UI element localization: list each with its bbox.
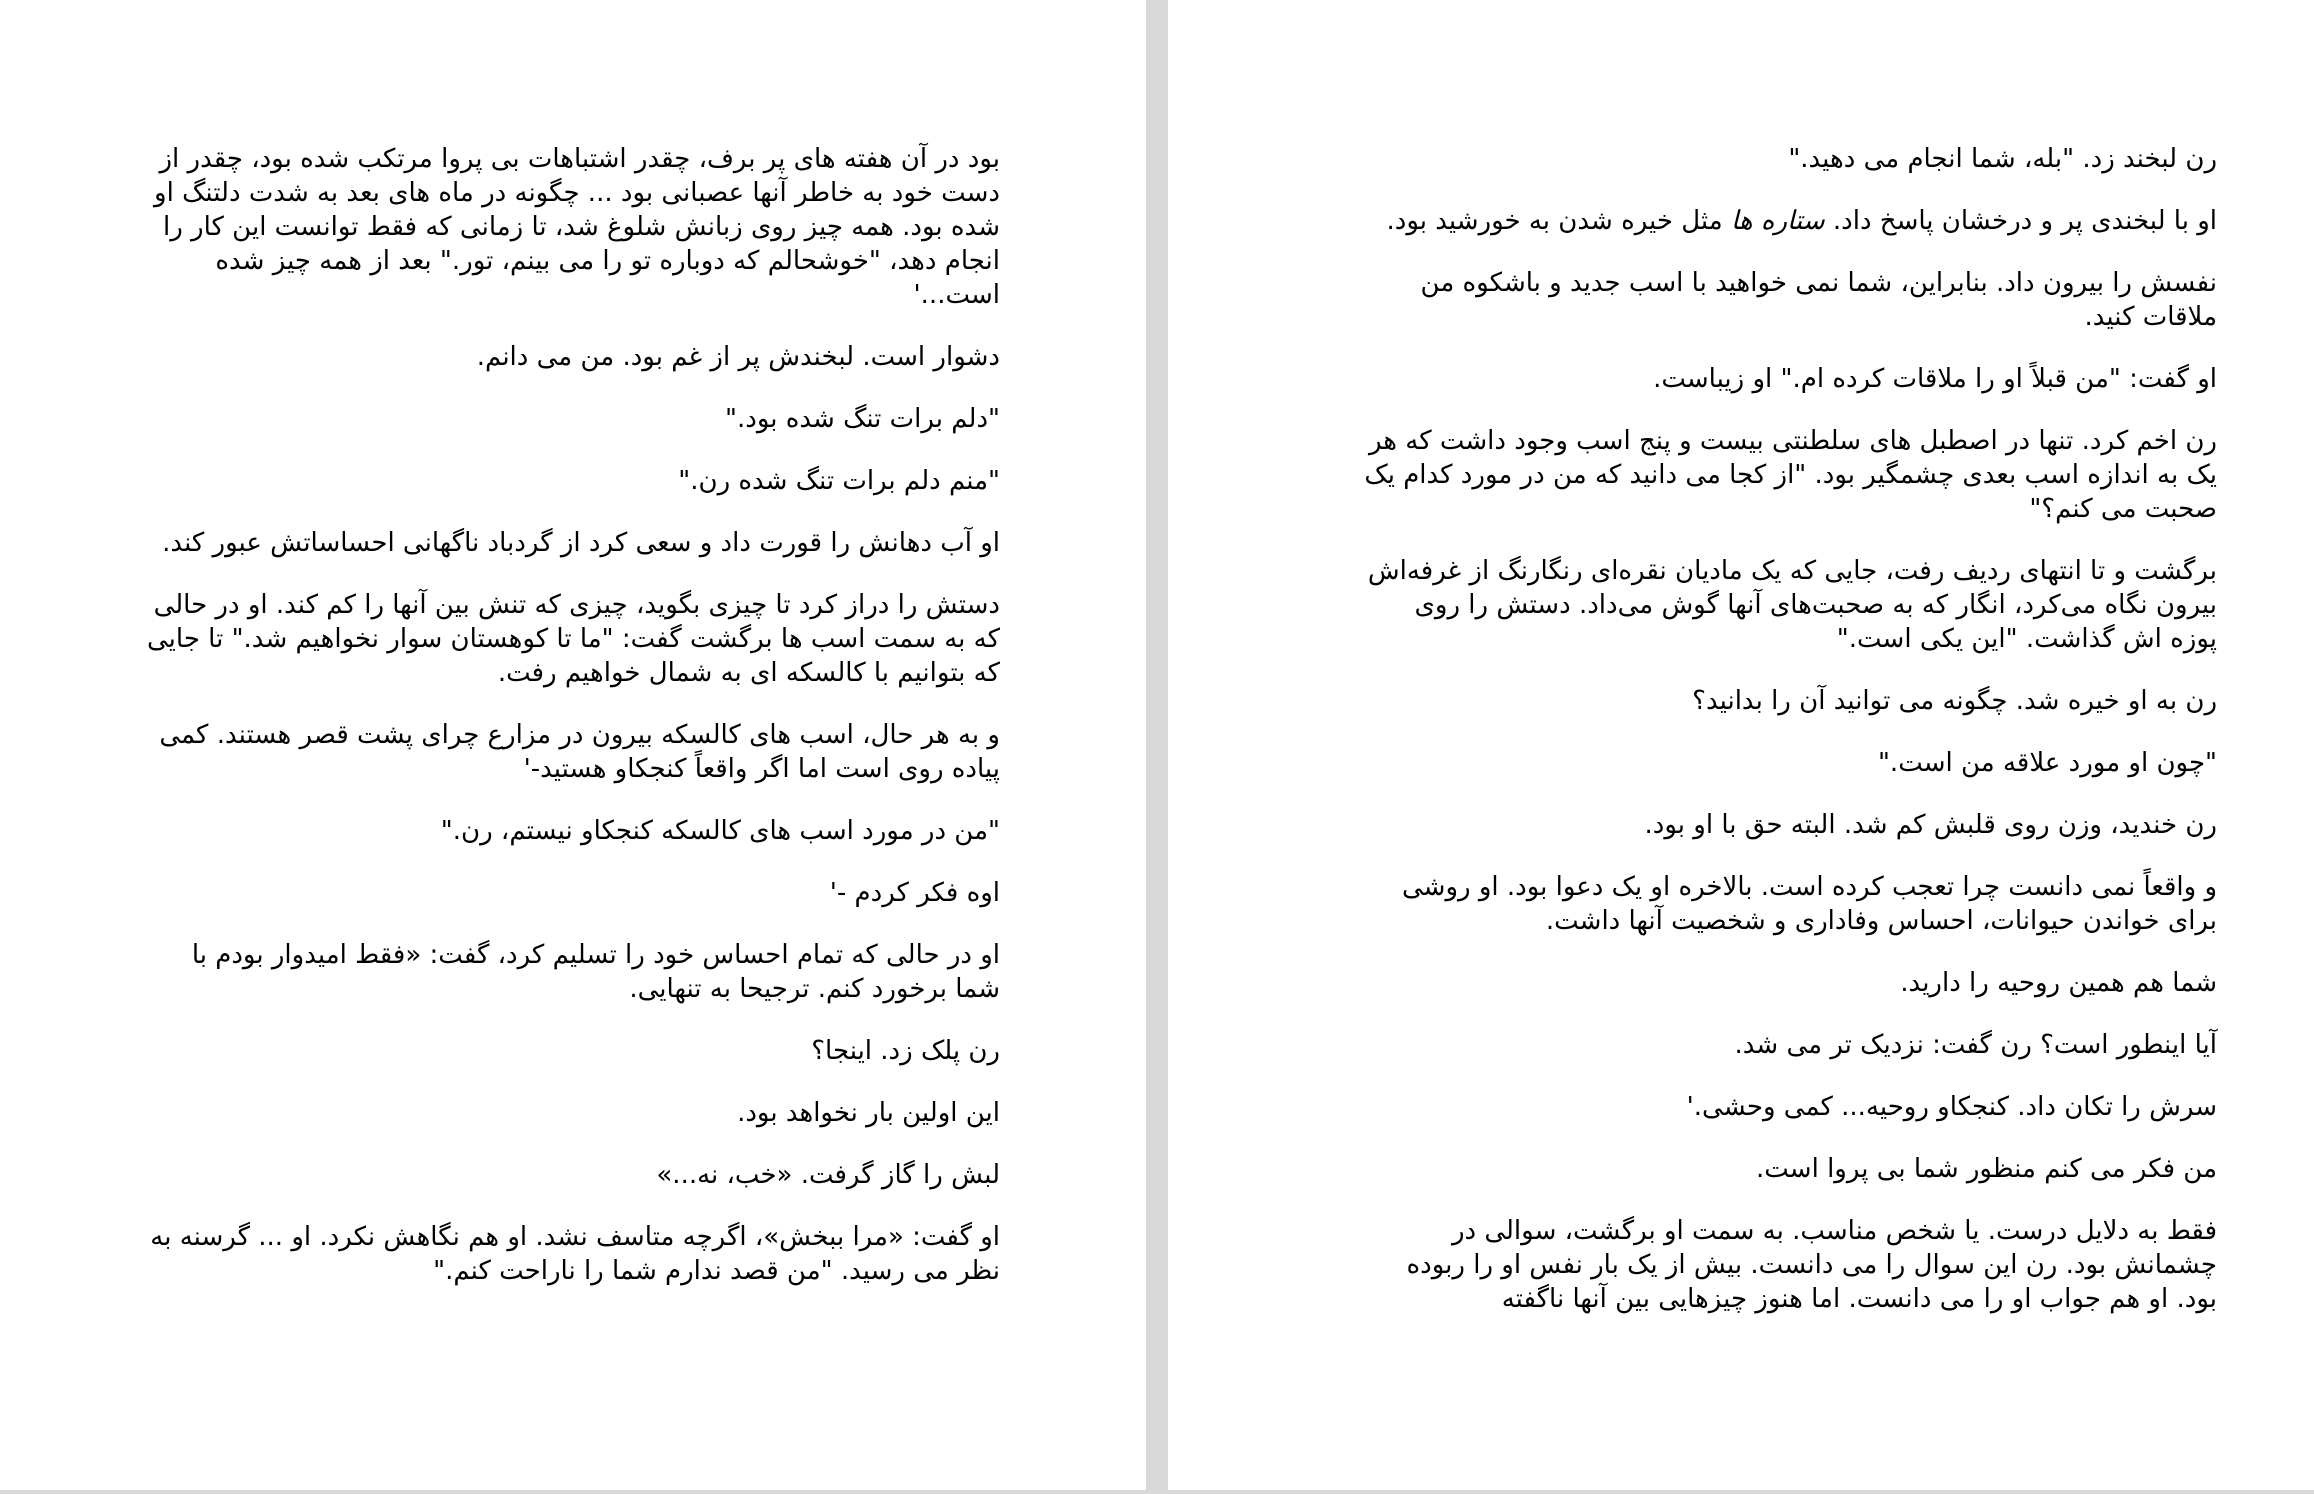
paragraph: رن پلک زد. اینجا؟ <box>811 1036 1000 1066</box>
paragraph: اوه فکر کردم -' <box>829 878 1000 908</box>
paragraph: و به هر حال، اسب های کالسکه بیرون در مزارع چرای پشت قصر هستند. کمی پیاده روی است اما اگر واقعاً کنجکاو هستید-' <box>159 720 1000 784</box>
paragraph: فقط به دلایل درست. یا شخص مناسب. به سمت او برگشت، سوالی در چشمانش بود. رن این سوال را می دانست. بیش از یک بار نفس او را ربوده بود. او هم جواب او را می دانست. اما هنوز چیزهایی بین آنها ناگفته <box>1406 1216 2217 1314</box>
paragraph: او آب دهانش را قورت داد و سعی کرد از گردباد ناگهانی احساساتش عبور کند. <box>162 528 1000 558</box>
paragraph: و واقعاً نمی دانست چرا تعجب کرده است. بالاخره او یک دعوا بود. او روشی برای خواندن حیوانات، احساس وفاداری و شخصیت آنها داشت. <box>1401 872 2217 936</box>
paragraph: نفسش را بیرون داد. بنابراین، شما نمی خواهید با اسب جدید و باشکوه من ملاقات کنید. <box>1420 268 2217 332</box>
paragraph: رن به او خیره شد. چگونه می توانید آن را بدانید؟ <box>1692 686 2217 716</box>
paragraph: لبش را گاز گرفت. «خب، نه...» <box>656 1160 1000 1190</box>
paragraph: او در حالی که تمام احساس خود را تسلیم کرد، گفت: «فقط امیدوار بودم با شما برخورد کنم. ترجیحا به تنهایی. <box>191 940 1000 1004</box>
paragraph: رن خندید، وزن روی قلبش کم شد. البته حق با او بود. <box>1644 810 2217 840</box>
emphasized-text: ستاره ها <box>1730 206 1825 236</box>
paragraph: "من در مورد اسب های کالسکه کنجکاو نیستم، رن." <box>440 816 1000 846</box>
paragraph <box>1362 204 2217 238</box>
page-text-left <box>145 142 1000 1316</box>
paragraph: "دلم برات تنگ شده بود." <box>725 404 1000 434</box>
paragraph: دستش را دراز کرد تا چیزی بگوید، چیزی که تنش بین آنها را کم کند. او در حالی که به سمت اسب ها برگشت گفت: "ما تا کوهستان سوار نخواهیم شد." تا جایی که بتوانیم با کالسکه ای به شمال خواهیم رفت. <box>146 590 1000 688</box>
document-page-left <box>0 0 1146 1490</box>
paragraph: "چون او مورد علاقه من است." <box>1877 748 2217 778</box>
paragraph: آیا اینطور است؟ رن گفت: نزدیک تر می شد. <box>1734 1030 2217 1060</box>
document-page-right <box>1168 0 2314 1490</box>
paragraph: این اولین بار نخواهد بود. <box>737 1098 1000 1128</box>
paragraph: برگشت و تا انتهای ردیف رفت، جایی که یک مادیان نقره‌ای رنگارنگ از غرفه‌اش بیرون نگاه می‌کرد، انگار که به صحبت‌های آنها گوش می‌داد. دستش را روی پوزه اش گذاشت. "این یکی است." <box>1367 556 2217 654</box>
paragraph: او گفت: «مرا ببخش»، اگرچه متاسف نشد. او هم نگاهش نکرد. او ... گرسنه به نظر می رسید. "من قصد ندارم شما را ناراحت کنم." <box>150 1222 1000 1286</box>
paragraph-text: مثل خیره شدن به خورشید بود. <box>1386 206 1731 236</box>
paragraph: رن لبخند زد. "بله، شما انجام می دهید." <box>1788 144 2217 174</box>
paragraph: "منم دلم برات تنگ شده رن." <box>678 466 1000 496</box>
paragraph-text: او با لبخندی پر و درخشان پاسخ داد. <box>1824 206 2217 236</box>
paragraph: بود در آن هفته های پر برف، چقدر اشتباهات بی پروا مرتکب شده بود، چقدر از دست خود به خاطر آنها عصبانی بود ... چگونه در ماه های بعد به شدت دلتنگ او شده بود. همه چیز روی زبانش شلوغ شد، تا زمانی که فقط توانست این کار را انجام دهد، "خوشحالم که دوباره تو را می بینم، تور." بعد از همه چیز شده است...' <box>154 144 1000 310</box>
paragraph: رن اخم کرد. تنها در اصطبل های سلطنتی بیست و پنج اسب وجود داشت که هر یک به اندازه اسب بعدی چشمگیر بود. "از کجا می دانید که من در مورد کدام یک صحبت می کنم؟" <box>1364 426 2217 524</box>
paragraph: سرش را تکان داد. کنجکاو روحیه... کمی وحشی.' <box>1686 1092 2217 1122</box>
paragraph: من فکر می کنم منظور شما بی پروا است. <box>1756 1154 2217 1184</box>
paragraph: دشوار است. لبخندش پر از غم بود. من می دانم. <box>476 342 1000 372</box>
paragraph: شما هم همین روحیه را دارید. <box>1900 968 2217 998</box>
page-text-right <box>1362 142 2217 1344</box>
paragraph: او گفت: "من قبلاً او را ملاقات کرده ام." او زیباست. <box>1653 364 2217 394</box>
